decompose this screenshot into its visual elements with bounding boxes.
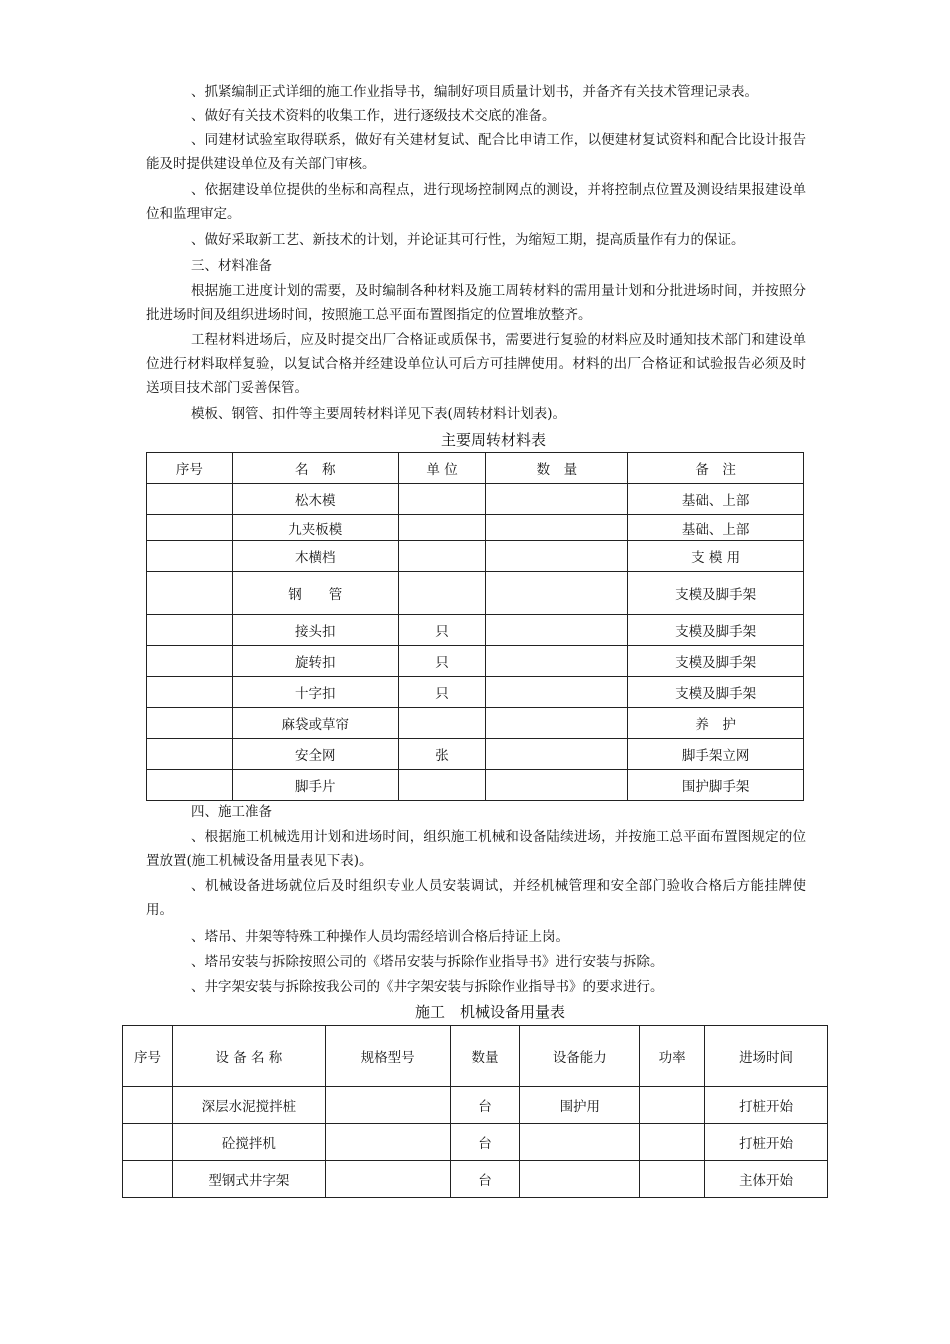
materials-header-row bbox=[147, 453, 804, 484]
table-row bbox=[147, 484, 804, 515]
cell-entry-time: 打桩开始 bbox=[705, 1124, 828, 1161]
intro-paragraph-5: 、做好采取新工艺、新技术的计划，并论证其可行性，为缩短工期，提高质量作有力的保证。 bbox=[191, 232, 745, 248]
table-row bbox=[147, 572, 804, 615]
cell-quantity bbox=[486, 541, 628, 572]
cell-remark: 支模及脚手架 bbox=[628, 677, 804, 708]
cell-capacity bbox=[520, 1161, 640, 1198]
cell-index bbox=[147, 770, 233, 801]
cell-quantity bbox=[486, 708, 628, 739]
cell-power bbox=[640, 1124, 705, 1161]
cell-name: 安全网 bbox=[232, 739, 398, 770]
section-4-paragraph-1: 、根据施工机械选用计划和进场时间，组织施工机械和设备陆续进场，并按施工总平面布置图规定的位置放置(施工机械设备用量表见下表)。 bbox=[146, 829, 806, 869]
cell-name: 型钢式井字架 bbox=[172, 1161, 325, 1198]
cell-quantity bbox=[486, 515, 628, 541]
equipment-header-name: 设 备 名 称 bbox=[172, 1026, 325, 1087]
cell-index bbox=[147, 484, 233, 515]
table-row bbox=[123, 1161, 828, 1198]
cell-quantity bbox=[486, 739, 628, 770]
cell-quantity bbox=[486, 615, 628, 646]
cell-quantity bbox=[486, 677, 628, 708]
cell-quantity bbox=[486, 572, 628, 615]
cell-index bbox=[147, 708, 233, 739]
equipment-header-row bbox=[123, 1026, 828, 1087]
cell-unit: 只 bbox=[398, 646, 486, 677]
equipment-header-quantity: 数量 bbox=[450, 1026, 520, 1087]
cell-index bbox=[147, 515, 233, 541]
cell-power bbox=[640, 1087, 705, 1124]
cell-power bbox=[640, 1161, 705, 1198]
table-row bbox=[123, 1087, 828, 1124]
cell-unit bbox=[398, 515, 486, 541]
cell-remark: 支 模 用 bbox=[628, 541, 804, 572]
cell-name: 十字扣 bbox=[232, 677, 398, 708]
equipment-header-index: 序号 bbox=[123, 1026, 173, 1087]
equipment-header-power: 功率 bbox=[640, 1026, 705, 1087]
equipment-table bbox=[122, 1025, 828, 1198]
equipment-header-capacity: 设备能力 bbox=[520, 1026, 640, 1087]
table-row bbox=[147, 615, 804, 646]
cell-model bbox=[325, 1124, 450, 1161]
cell-remark: 养 护 bbox=[628, 708, 804, 739]
section-4-paragraph-4: 、塔吊安装与拆除按照公司的《塔吊安装与拆除作业指导书》进行安装与拆除。 bbox=[191, 954, 664, 970]
cell-capacity: 围护用 bbox=[520, 1087, 640, 1124]
equipment-table-title: 施工 机械设备用量表 bbox=[415, 1003, 566, 1021]
cell-quantity bbox=[486, 770, 628, 801]
cell-unit: 只 bbox=[398, 677, 486, 708]
cell-unit bbox=[398, 708, 486, 739]
intro-paragraph-3: 、同建材试验室取得联系，做好有关建材复试、配合比申请工作，以便建材复试资料和配合比设计报告能及时提供建设单位及有关部门审核。 bbox=[146, 132, 806, 172]
cell-name: 旋转扣 bbox=[232, 646, 398, 677]
materials-header-name: 名 称 bbox=[232, 453, 398, 484]
section-4-paragraph-5: 、井字架安装与拆除按我公司的《井字架安装与拆除作业指导书》的要求进行。 bbox=[191, 979, 664, 995]
section-3-paragraph-2: 工程材料进场后，应及时提交出厂合格证或质保书，需要进行复验的材料应及时通知技术部门和建设单位进行材料取样复验，以复试合格并经建设单位认可后方可挂牌使用。材料的出厂合格证和试验报告必须及时送项目技术部门妥善保管。 bbox=[146, 332, 806, 396]
cell-remark: 支模及脚手架 bbox=[628, 615, 804, 646]
table-row bbox=[147, 515, 804, 541]
table-row bbox=[147, 646, 804, 677]
equipment-header-entry-time: 进场时间 bbox=[705, 1026, 828, 1087]
section-4-paragraph-2: 、机械设备进场就位后及时组织专业人员安装调试，并经机械管理和安全部门验收合格后方能挂牌使用。 bbox=[146, 878, 806, 918]
cell-unit: 只 bbox=[398, 615, 486, 646]
materials-header-remark: 备 注 bbox=[628, 453, 804, 484]
cell-quantity: 台 bbox=[450, 1161, 520, 1198]
cell-quantity bbox=[486, 646, 628, 677]
cell-unit bbox=[398, 572, 486, 615]
section-3-heading: 三、材料准备 bbox=[191, 258, 272, 274]
cell-name: 深层水泥搅拌桩 bbox=[172, 1087, 325, 1124]
cell-index bbox=[123, 1161, 173, 1198]
table-row bbox=[147, 677, 804, 708]
cell-unit bbox=[398, 541, 486, 572]
intro-paragraph-2: 、做好有关技术资料的收集工作，进行逐级技术交底的准备。 bbox=[191, 108, 556, 124]
materials-table bbox=[146, 452, 804, 801]
section-4-heading: 四、施工准备 bbox=[191, 804, 272, 820]
section-4-paragraph-3: 、塔吊、井架等特殊工种操作人员均需经培训合格后持证上岗。 bbox=[191, 929, 569, 945]
cell-remark: 基础、上部 bbox=[628, 484, 804, 515]
cell-unit bbox=[398, 484, 486, 515]
cell-quantity: 台 bbox=[450, 1087, 520, 1124]
materials-header-quantity: 数 量 bbox=[486, 453, 628, 484]
cell-name: 麻袋或草帘 bbox=[232, 708, 398, 739]
cell-remark: 围护脚手架 bbox=[628, 770, 804, 801]
cell-index bbox=[147, 615, 233, 646]
cell-name: 松木模 bbox=[232, 484, 398, 515]
section-3-paragraph-3: 模板、钢管、扣件等主要周转材料详见下表(周转材料计划表)。 bbox=[191, 406, 567, 422]
cell-entry-time: 主体开始 bbox=[705, 1161, 828, 1198]
cell-index bbox=[147, 646, 233, 677]
table-row bbox=[147, 770, 804, 801]
materials-header-unit: 单 位 bbox=[398, 453, 486, 484]
cell-quantity: 台 bbox=[450, 1124, 520, 1161]
cell-model bbox=[325, 1161, 450, 1198]
cell-unit bbox=[398, 770, 486, 801]
cell-model bbox=[325, 1087, 450, 1124]
equipment-header-model: 规格型号 bbox=[325, 1026, 450, 1087]
cell-remark: 支模及脚手架 bbox=[628, 646, 804, 677]
section-3-paragraph-1: 根据施工进度计划的需要，及时编制各种材料及施工周转材料的需用量计划和分批进场时间，并按照分批进场时间及组织进场时间，按照施工总平面布置图指定的位置堆放整齐。 bbox=[146, 283, 806, 323]
cell-unit: 张 bbox=[398, 739, 486, 770]
cell-name: 九夹板模 bbox=[232, 515, 398, 541]
cell-remark: 基础、上部 bbox=[628, 515, 804, 541]
materials-table-title: 主要周转材料表 bbox=[441, 431, 547, 449]
cell-capacity bbox=[520, 1124, 640, 1161]
cell-name: 砼搅拌机 bbox=[172, 1124, 325, 1161]
table-row bbox=[123, 1124, 828, 1161]
cell-quantity bbox=[486, 484, 628, 515]
cell-remark: 脚手架立网 bbox=[628, 739, 804, 770]
intro-paragraph-4: 、依据建设单位提供的坐标和高程点，进行现场控制网点的测设，并将控制点位置及测设结果报建设单位和监理审定。 bbox=[146, 182, 806, 222]
cell-index bbox=[147, 541, 233, 572]
cell-name: 木横档 bbox=[232, 541, 398, 572]
cell-entry-time: 打桩开始 bbox=[705, 1087, 828, 1124]
table-row bbox=[147, 541, 804, 572]
cell-index bbox=[123, 1087, 173, 1124]
cell-remark: 支模及脚手架 bbox=[628, 572, 804, 615]
cell-index bbox=[147, 677, 233, 708]
intro-paragraph-1: 、抓紧编制正式详细的施工作业指导书，编制好项目质量计划书，并备齐有关技术管理记录表。 bbox=[191, 84, 758, 100]
cell-index bbox=[147, 739, 233, 770]
cell-index bbox=[123, 1124, 173, 1161]
table-row bbox=[147, 739, 804, 770]
cell-name: 脚手片 bbox=[232, 770, 398, 801]
cell-index bbox=[147, 572, 233, 615]
cell-name: 接头扣 bbox=[232, 615, 398, 646]
cell-name: 钢 管 bbox=[232, 572, 398, 615]
table-row bbox=[147, 708, 804, 739]
materials-header-index: 序号 bbox=[147, 453, 233, 484]
